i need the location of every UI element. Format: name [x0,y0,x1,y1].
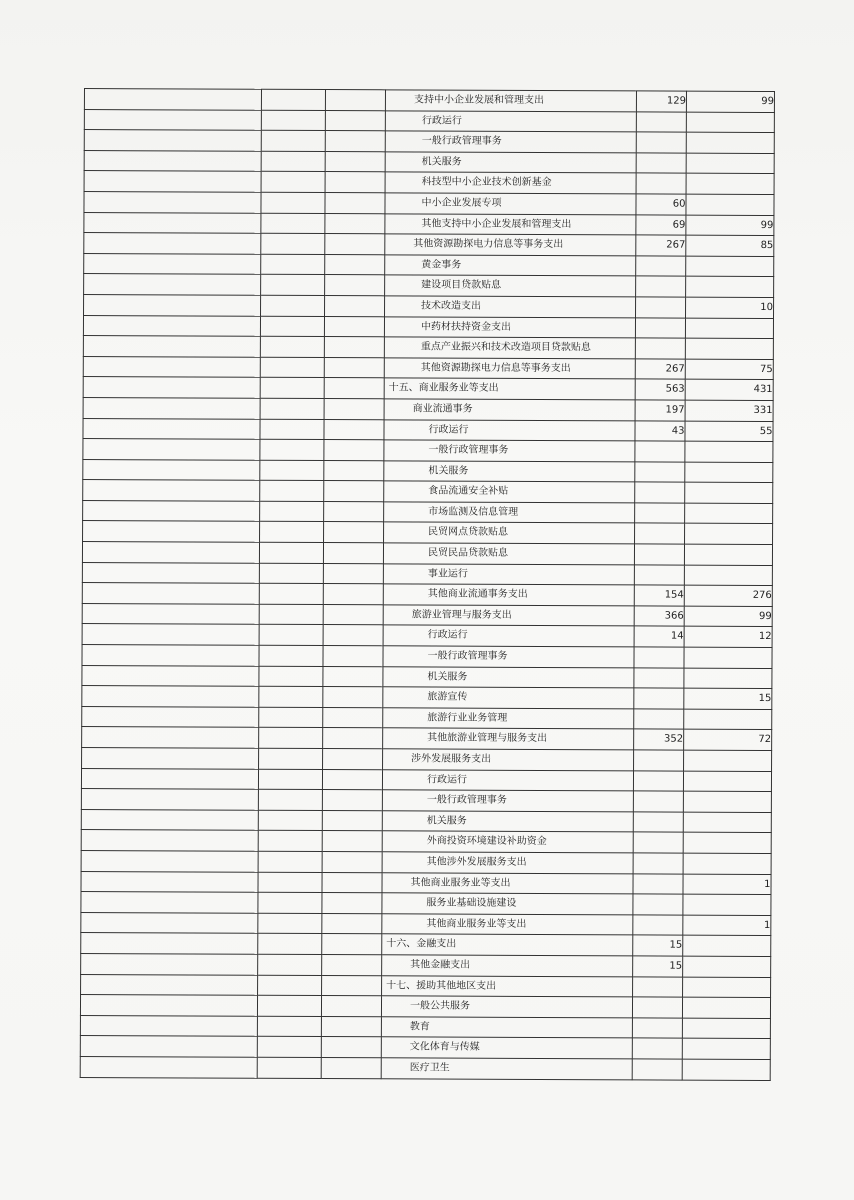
item-name-cell: 机关服务 [384,460,635,482]
blank-cell [84,191,261,212]
item-name-cell: 商业流通事务 [384,399,635,421]
blank-cell [258,892,322,913]
item-name-cell: 其他商业流通事务支出 [383,584,634,606]
blank-cell [261,213,325,234]
blank-cell [260,357,324,378]
blank-cell [321,1037,381,1058]
amount-cell-2: 85 [686,235,774,256]
blank-cell [325,90,385,111]
amount-cell-1 [633,873,683,894]
blank-cell [322,769,382,790]
item-name-cell: 中药材扶持资金支出 [384,316,635,338]
amount-cell-2: 12 [684,627,772,648]
blank-cell [257,1037,321,1058]
blank-cell [324,522,384,543]
item-name-cell: 文化体育与传媒 [381,1037,632,1059]
blank-cell [261,233,325,254]
blank-cell [259,542,323,563]
item-name-cell: 市场监测及信息管理 [384,502,635,524]
blank-cell [322,893,382,914]
amount-cell-2: 15 [684,688,772,709]
blank-cell [259,625,323,646]
item-name-cell: 黄金事务 [385,255,636,277]
blank-cell [261,295,325,316]
item-name-cell: 支持中小企业发展和管理支出 [385,90,636,112]
blank-cell [84,130,261,151]
item-name-cell: 建设项目贷款贴息 [385,275,636,297]
budget-table [80,88,775,1081]
blank-cell [259,666,323,687]
amount-cell-1: 15 [633,935,683,956]
blank-cell [259,728,323,749]
blank-cell [323,749,383,770]
blank-cell [83,315,260,336]
amount-cell-2: 99 [686,215,774,236]
blank-cell [323,604,383,625]
blank-cell [323,543,383,564]
amount-cell-1 [632,997,682,1018]
item-name-cell: 机关服务 [385,152,636,174]
blank-cell [84,171,261,192]
blank-cell [260,336,324,357]
amount-cell-1 [633,894,683,915]
blank-cell [80,1015,257,1036]
blank-cell [81,953,258,974]
blank-cell [261,151,325,172]
blank-cell [82,562,259,583]
blank-cell [325,131,385,152]
item-name-cell: 技术改造支出 [385,296,636,318]
amount-cell-1 [633,770,683,791]
blank-cell [83,439,260,460]
amount-cell-2 [684,750,772,771]
amount-cell-2 [683,956,771,977]
blank-cell [325,151,385,172]
blank-cell [321,996,381,1017]
blank-cell [84,212,261,233]
blank-cell [323,728,383,749]
amount-cell-2: 1 [683,874,771,895]
item-name-cell: 行政运行 [384,419,635,441]
blank-cell [323,625,383,646]
amount-cell-1 [634,688,684,709]
amount-cell-2 [684,565,772,586]
amount-cell-1: 129 [636,91,686,112]
amount-cell-1 [633,791,683,812]
item-name-cell: 食品流通安全补贴 [384,481,635,503]
amount-cell-1 [633,812,683,833]
amount-cell-1 [636,256,686,277]
blank-cell [258,954,322,975]
blank-cell [324,501,384,522]
amount-cell-2 [683,812,771,833]
item-name-cell: 一般行政管理事务 [383,646,634,668]
item-name-cell: 科技型中小企业技术创新基金 [385,172,636,194]
blank-cell [83,521,260,542]
blank-cell [323,584,383,605]
blank-cell [81,871,258,892]
item-name-cell: 一般行政管理事务 [384,440,635,462]
item-name-cell: 涉外发展服务支出 [383,749,634,771]
blank-cell [258,872,322,893]
amount-cell-2: 99 [686,91,774,112]
amount-cell-2 [682,1059,770,1080]
blank-cell [324,316,384,337]
blank-cell [259,584,323,605]
blank-cell [80,1056,257,1077]
blank-cell [322,831,382,852]
amount-cell-1: 366 [634,606,684,627]
blank-cell [322,954,382,975]
blank-cell [325,213,385,234]
amount-cell-1 [636,112,686,133]
amount-cell-2 [683,791,771,812]
amount-cell-2 [685,462,773,483]
blank-cell [82,665,259,686]
amount-cell-2 [685,338,773,359]
amount-cell-2: 276 [684,585,772,606]
amount-cell-1 [635,462,685,483]
blank-cell [323,687,383,708]
blank-cell [260,316,324,337]
blank-cell [81,974,258,995]
blank-cell [84,109,261,130]
blank-cell [83,480,260,501]
blank-cell [83,459,260,480]
item-name-cell: 其他支持中小企业发展和管理支出 [385,213,636,235]
blank-cell [82,624,259,645]
blank-cell [259,707,323,728]
amount-cell-2 [686,194,774,215]
item-name-cell: 其他资源勘探电力信息等事务支出 [384,358,635,380]
amount-cell-1: 154 [634,585,684,606]
blank-cell [82,645,259,666]
item-name-cell: 一般公共服务 [381,996,632,1018]
blank-cell [258,934,322,955]
amount-cell-1: 352 [634,729,684,750]
amount-cell-2 [685,482,773,503]
amount-cell-2 [683,935,771,956]
amount-cell-2 [685,318,773,339]
amount-cell-1 [636,173,686,194]
amount-cell-1 [634,750,684,771]
blank-cell [325,172,385,193]
blank-cell [321,1016,381,1037]
blank-cell [81,830,258,851]
amount-cell-2 [684,709,772,730]
blank-cell [261,172,325,193]
blank-cell [258,789,322,810]
item-name-cell: 民贸网点贷款贴息 [384,522,635,544]
amount-cell-2 [683,771,771,792]
amount-cell-2: 99 [684,606,772,627]
blank-cell [323,646,383,667]
blank-cell [84,233,261,254]
blank-cell [323,563,383,584]
amount-cell-1 [632,1038,682,1059]
amount-cell-2 [686,112,774,133]
blank-cell [324,460,384,481]
blank-cell [325,254,385,275]
item-name-cell: 重点产业振兴和技术改造项目贷款贴息 [384,337,635,359]
amount-cell-1: 14 [634,626,684,647]
blank-cell [323,707,383,728]
amount-cell-1 [635,523,685,544]
amount-cell-1 [632,1018,682,1039]
amount-cell-1 [634,709,684,730]
amount-cell-1: 60 [636,194,686,215]
amount-cell-2: 431 [685,379,773,400]
item-name-cell: 医疗卫生 [381,1058,632,1080]
blank-cell [261,192,325,213]
amount-cell-2: 72 [684,730,772,751]
blank-cell [324,440,384,461]
amount-cell-2 [682,1018,770,1039]
blank-cell [261,89,325,110]
blank-cell [82,747,259,768]
amount-cell-2 [683,832,771,853]
blank-cell [324,398,384,419]
blank-cell [322,810,382,831]
amount-cell-1 [635,338,685,359]
blank-cell [325,295,385,316]
amount-cell-2 [682,997,770,1018]
amount-cell-2: 55 [685,421,773,442]
blank-cell [82,603,259,624]
blank-cell [84,294,261,315]
item-name-cell: 机关服务 [383,666,634,688]
blank-cell [82,686,259,707]
amount-cell-1: 69 [636,214,686,235]
blank-cell [259,686,323,707]
blank-cell [260,501,324,522]
amount-cell-1 [636,276,686,297]
item-name-cell: 旅游行业业务管理 [383,708,634,730]
blank-cell [83,500,260,521]
amount-cell-1 [633,915,683,936]
amount-cell-1 [635,441,685,462]
amount-cell-1: 563 [635,379,685,400]
blank-cell [81,768,258,789]
item-name-cell: 其他金融支出 [382,955,633,977]
blank-cell [324,357,384,378]
item-name-cell: 一般行政管理事务 [382,790,633,812]
blank-cell [84,274,261,295]
blank-cell [322,872,382,893]
item-name-cell: 行政运行 [383,625,634,647]
blank-cell [322,975,382,996]
item-name-cell: 其他商业服务业等支出 [382,914,633,936]
blank-cell [260,460,324,481]
amount-cell-1 [634,565,684,586]
blank-cell [82,583,259,604]
item-name-cell: 旅游宣传 [383,687,634,709]
item-name-cell: 一般行政管理事务 [385,131,636,153]
blank-cell [324,419,384,440]
blank-cell [80,1036,257,1057]
item-name-cell: 其他商业服务业等支出 [382,872,633,894]
blank-cell [323,666,383,687]
blank-cell [260,481,324,502]
blank-cell [83,397,260,418]
blank-cell [83,377,260,398]
amount-cell-2 [683,977,771,998]
blank-cell [322,790,382,811]
blank-cell [258,851,322,872]
amount-cell-2 [686,174,774,195]
blank-cell [260,439,324,460]
amount-cell-2 [682,1038,770,1059]
item-name-cell: 中小企业发展专项 [385,193,636,215]
blank-cell [260,398,324,419]
amount-cell-1: 197 [635,400,685,421]
item-name-cell: 教育 [381,1017,632,1039]
blank-cell [83,336,260,357]
budget-table-body [80,89,774,1081]
amount-cell-1 [632,1059,682,1080]
amount-cell-2 [685,524,773,545]
amount-cell-2 [686,256,774,277]
blank-cell [81,789,258,810]
blank-cell [261,275,325,296]
blank-cell [325,234,385,255]
amount-cell-1 [636,132,686,153]
blank-cell [257,1057,321,1078]
blank-cell [80,995,257,1016]
blank-cell [257,995,321,1016]
amount-cell-1: 15 [633,956,683,977]
blank-cell [258,975,322,996]
blank-cell [321,1057,381,1078]
blank-cell [84,150,261,171]
blank-cell [258,810,322,831]
amount-cell-1 [633,976,683,997]
item-name-cell: 其他旅游业管理与服务支出 [383,728,634,750]
amount-cell-2 [686,132,774,153]
amount-cell-2 [683,853,771,874]
amount-cell-2 [684,668,772,689]
blank-cell [82,542,259,563]
blank-cell [258,913,322,934]
item-name-cell: 其他涉外发展服务支出 [382,852,633,874]
blank-cell [81,892,258,913]
amount-cell-1 [636,297,686,318]
item-name-cell: 事业运行 [383,563,634,585]
blank-cell [82,727,259,748]
item-name-cell: 行政运行 [382,769,633,791]
blank-cell [84,253,261,274]
blank-cell [260,522,324,543]
amount-cell-1 [635,482,685,503]
blank-cell [261,254,325,275]
amount-cell-1 [636,153,686,174]
item-name-cell: 十七、援助其他地区支出 [382,975,633,997]
amount-cell-2 [685,503,773,524]
blank-cell [84,89,261,110]
amount-cell-1 [634,668,684,689]
item-name-cell: 十六、金融支出 [382,934,633,956]
blank-cell [260,378,324,399]
item-name-cell: 十五、商业服务业等支出 [384,378,635,400]
blank-cell [83,356,260,377]
blank-cell [325,275,385,296]
amount-cell-1: 43 [635,420,685,441]
blank-cell [261,110,325,131]
amount-cell-1 [633,832,683,853]
amount-cell-2 [684,544,772,565]
blank-cell [325,193,385,214]
blank-cell [324,481,384,502]
item-name-cell: 旅游业管理与服务支出 [383,605,634,627]
amount-cell-1 [633,853,683,874]
blank-cell [259,604,323,625]
item-name-cell: 外商投资环境建设补助资金 [382,831,633,853]
amount-cell-2 [683,894,771,915]
amount-cell-1 [634,544,684,565]
amount-cell-2 [686,276,774,297]
blank-cell [82,706,259,727]
blank-cell [322,852,382,873]
amount-cell-2: 1 [683,915,771,936]
amount-cell-1: 267 [635,359,685,380]
blank-cell [257,1016,321,1037]
amount-cell-2 [685,441,773,462]
item-name-cell: 其他资源勘探电力信息等事务支出 [385,234,636,256]
blank-cell [81,933,258,954]
blank-cell [81,809,258,830]
amount-cell-1: 267 [636,235,686,256]
blank-cell [258,769,322,790]
blank-cell [325,110,385,131]
amount-cell-2 [686,153,774,174]
amount-cell-2: 75 [685,359,773,380]
blank-cell [324,337,384,358]
amount-cell-2: 10 [686,297,774,318]
blank-cell [83,418,260,439]
blank-cell [258,831,322,852]
blank-cell [260,419,324,440]
table-row [80,1056,770,1080]
amount-cell-2 [684,647,772,668]
blank-cell [259,748,323,769]
item-name-cell: 机关服务 [382,811,633,833]
blank-cell [259,645,323,666]
blank-cell [81,912,258,933]
blank-cell [259,563,323,584]
amount-cell-2: 331 [685,400,773,421]
blank-cell [261,130,325,151]
blank-cell [322,913,382,934]
blank-cell [322,934,382,955]
item-name-cell: 民贸民品贷款贴息 [383,543,634,565]
item-name-cell: 行政运行 [385,110,636,132]
amount-cell-1 [634,647,684,668]
blank-cell [81,850,258,871]
blank-cell [324,378,384,399]
item-name-cell: 服务业基础设施建设 [382,893,633,915]
amount-cell-1 [635,317,685,338]
amount-cell-1 [635,503,685,524]
